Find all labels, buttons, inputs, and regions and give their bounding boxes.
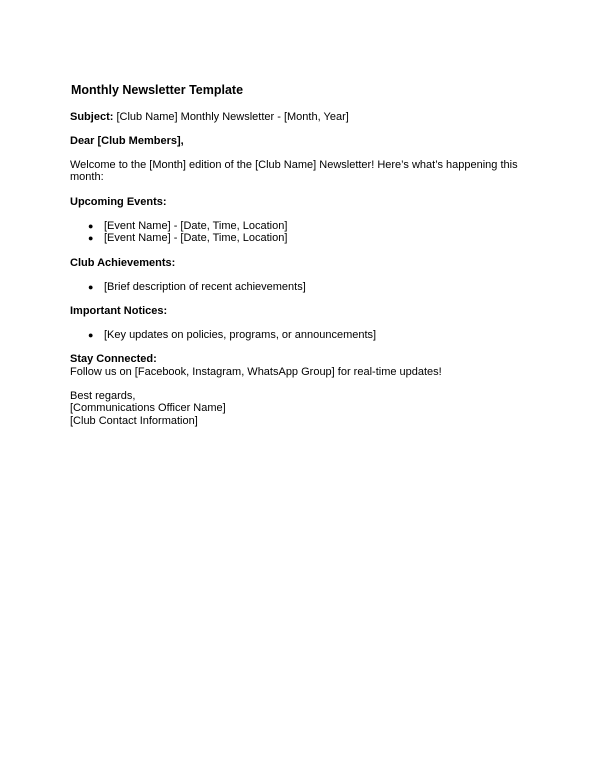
notice-1: [Key updates on policies, programs, or announcements]	[104, 329, 377, 341]
bullet-icon: ●	[88, 330, 94, 340]
subject-value: [Club Name] Monthly Newsletter - [Month, Year]	[113, 111, 349, 123]
list-item	[88, 281, 306, 294]
intro-line-1: Welcome to the [Month] edition of the [Club Name] Newsletter! Here’s what’s happening this	[70, 159, 518, 171]
intro-line-2: month:	[70, 171, 104, 183]
bullet-icon: ●	[88, 233, 94, 243]
list-item	[88, 220, 287, 233]
upcoming-event-1: [Event Name] - [Date, Time, Location]	[104, 220, 288, 232]
signature-name: [Communications Officer Name]	[70, 402, 226, 414]
stay-connected-heading: Stay Connected:	[70, 353, 157, 365]
closing: Best regards,	[70, 390, 136, 402]
signature-contact: [Club Contact Information]	[70, 415, 198, 427]
important-notices-heading: Important Notices:	[70, 305, 168, 317]
club-achievements-heading: Club Achievements:	[70, 257, 176, 269]
subject-line	[70, 111, 349, 124]
greeting: Dear [Club Members],	[70, 135, 184, 147]
upcoming-events-heading: Upcoming Events:	[70, 196, 167, 208]
bullet-icon: ●	[88, 221, 94, 231]
document-title: Monthly Newsletter Template	[71, 83, 244, 97]
list-item	[88, 232, 287, 245]
subject-label: Subject:	[70, 111, 114, 123]
upcoming-event-2: [Event Name] - [Date, Time, Location]	[104, 232, 288, 244]
bullet-icon: ●	[88, 282, 94, 292]
list-item	[88, 329, 376, 342]
achievement-1: [Brief description of recent achievements]	[104, 281, 306, 293]
stay-connected-text: Follow us on [Facebook, Instagram, WhatsApp Group] for real-time updates!	[70, 366, 442, 378]
